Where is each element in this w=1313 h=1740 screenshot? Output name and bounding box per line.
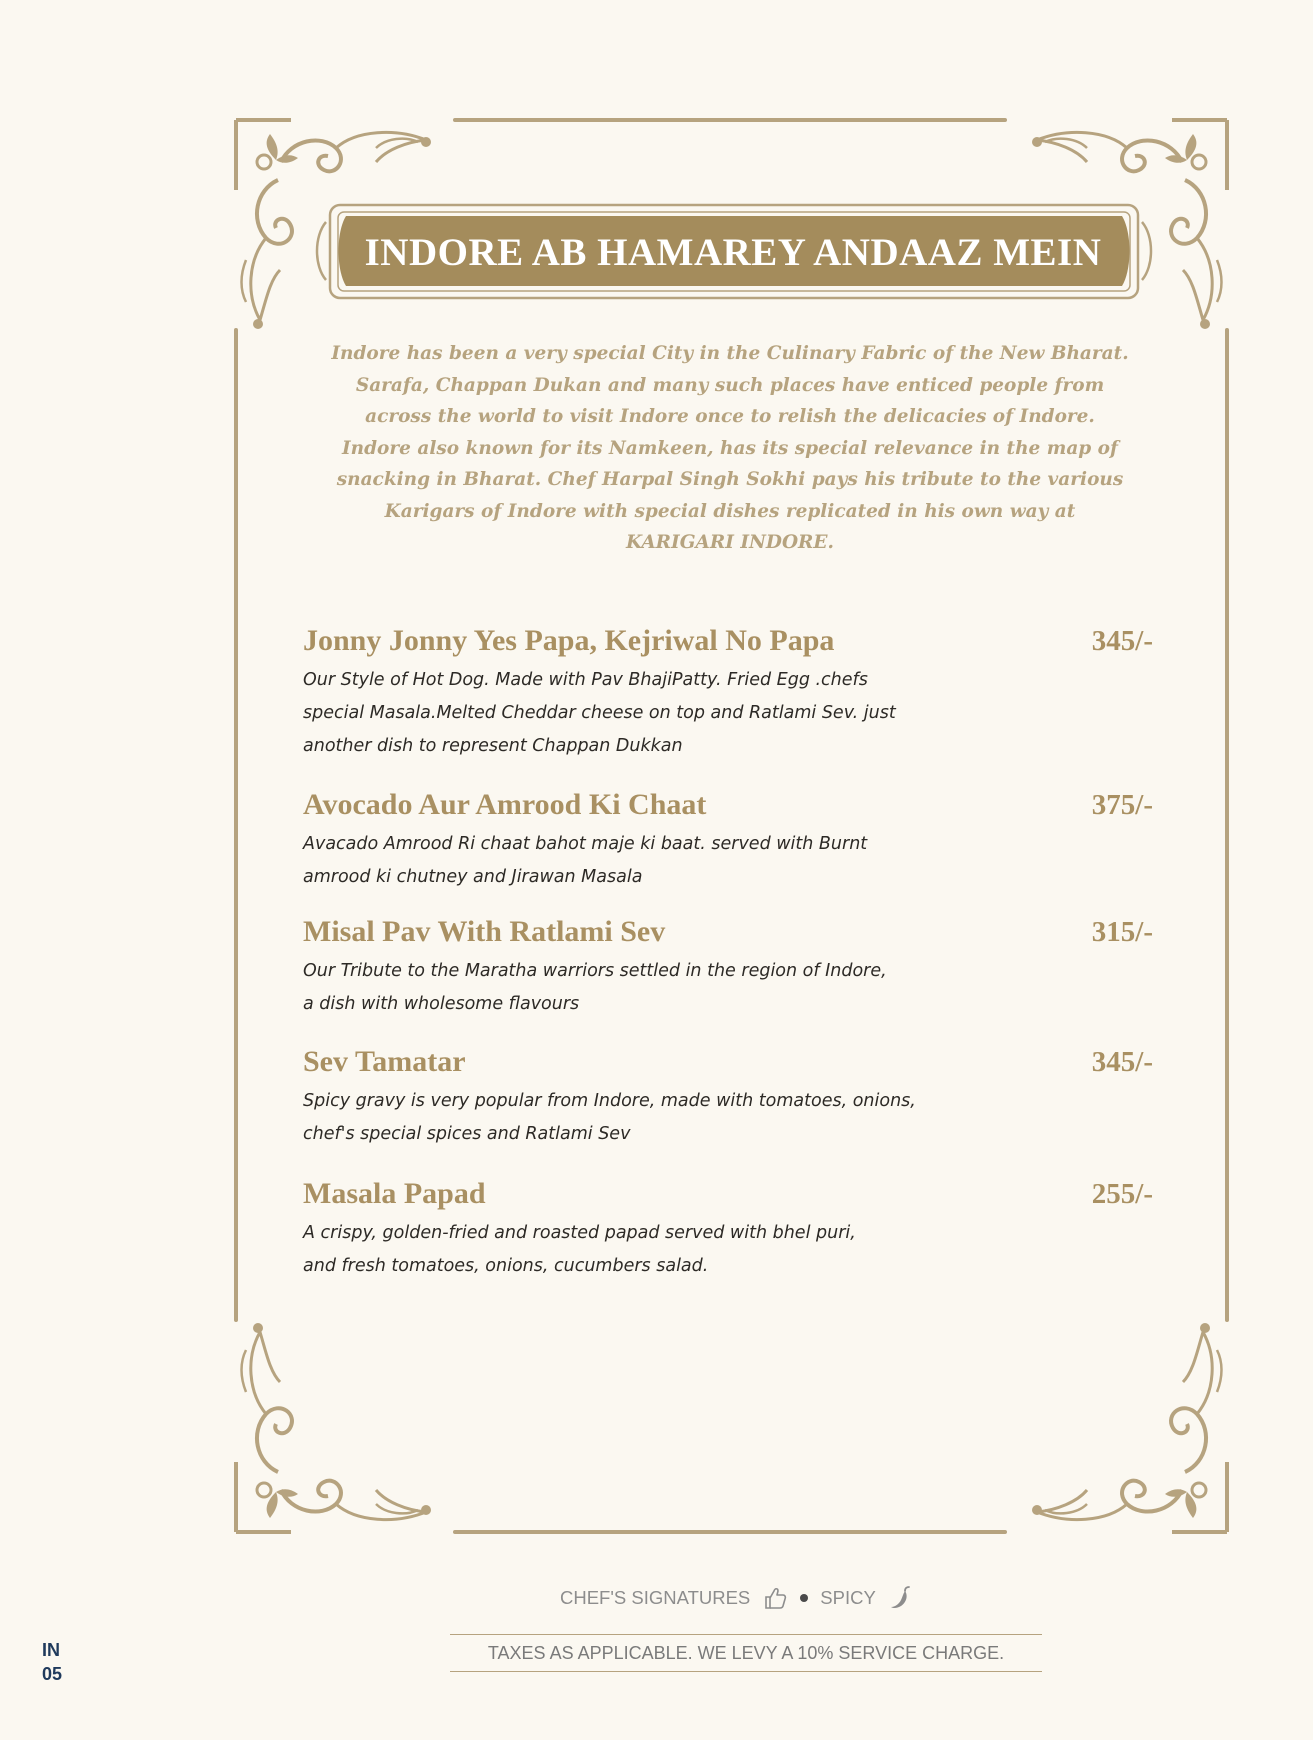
- ornament-bottom-left: [236, 1323, 431, 1532]
- item-name: Misal Pav With Ratlami Sev: [303, 915, 666, 948]
- page-number: 05: [42, 1664, 63, 1684]
- intro-paragraph: [330, 338, 1130, 559]
- item-name: Masala Papad: [303, 1177, 486, 1210]
- menu-title: INDORE AB HAMAREY ANDAAZ MEIN: [364, 230, 1102, 274]
- item-name: Avocado Aur Amrood Ki Chaat: [303, 788, 707, 821]
- item-description: [303, 828, 1003, 894]
- intro-line: Karigars of Indore with special dishes replicated in his own way at: [384, 500, 1076, 522]
- ornament-bottom-right: [1032, 1323, 1227, 1532]
- menu-item: [303, 913, 1163, 1021]
- tax-note: TAXES AS APPLICABLE. WE LEVY A 10% SERVICE CHARGE.: [450, 1634, 1042, 1672]
- item-description-line: a dish with wholesome flavours: [303, 994, 580, 1014]
- item-name: Jonny Jonny Yes Papa, Kejriwal No Papa: [303, 624, 835, 657]
- item-price: 345/-: [1091, 1046, 1153, 1078]
- intro-line: Indore also known for its Namkeen, has its special relevance in the map of: [342, 437, 1118, 459]
- item-description-line: chef's special spices and Ratlami Sev: [303, 1124, 631, 1144]
- item-description-line: amrood ki chutney and Jirawan Masala: [303, 867, 643, 887]
- item-description-line: Our Style of Hot Dog. Made with Pav BhajiPatty. Fried Egg .chefs: [303, 670, 868, 690]
- item-name: Sev Tamatar: [303, 1045, 466, 1078]
- section-code: IN: [42, 1640, 60, 1660]
- item-description: [303, 1085, 1003, 1151]
- legend-chef-signatures: CHEF'S SIGNATURES: [560, 1587, 751, 1608]
- item-description-line: A crispy, golden-fried and roasted papad served with bhel puri,: [303, 1223, 856, 1243]
- page-code: [42, 1638, 62, 1686]
- item-description-line: another dish to represent Chappan Dukkan: [303, 736, 683, 756]
- intro-line: Sarafa, Chappan Dukan and many such places have enticed people from: [355, 374, 1105, 396]
- menu-item: [303, 622, 1163, 763]
- item-description-line: special Masala.Melted Cheddar cheese on top and Ratlami Sev. just: [303, 703, 896, 723]
- legend-separator-dot: [800, 1594, 808, 1602]
- item-description-line: and fresh tomatoes, onions, cucumbers salad.: [303, 1256, 709, 1276]
- item-description: [303, 664, 1003, 763]
- intro-line: Indore has been a very special City in the Culinary Fabric of the New Bharat.: [331, 343, 1129, 364]
- item-price: 315/-: [1091, 916, 1153, 948]
- menu-item: [303, 1043, 1163, 1151]
- menu-item: [303, 1175, 1163, 1283]
- menu-item: [303, 786, 1163, 894]
- item-description: [303, 1217, 1003, 1283]
- item-description: [303, 955, 1003, 1021]
- item-description-line: Spicy gravy is very popular from Indore, made with tomatoes, onions,: [303, 1091, 916, 1111]
- thumbs-up-icon: [762, 1585, 788, 1611]
- chili-icon: [888, 1585, 914, 1611]
- intro-line: KARIGARI INDORE.: [626, 532, 834, 553]
- item-description-line: Our Tribute to the Maratha warriors settled in the region of Indore,: [303, 961, 887, 981]
- legend-spicy: SPICY: [820, 1587, 876, 1608]
- legend: [560, 1582, 960, 1614]
- intro-line: across the world to visit Indore once to relish the delicacies of Indore.: [365, 406, 1095, 427]
- item-price: 375/-: [1091, 789, 1153, 821]
- item-price: 345/-: [1091, 625, 1153, 657]
- item-description-line: Avacado Amrood Ri chaat bahot maje ki baat. served with Burnt: [303, 834, 868, 854]
- intro-line: snacking in Bharat. Chef Harpal Singh Sokhi pays his tribute to the various: [336, 469, 1124, 490]
- item-price: 255/-: [1091, 1178, 1153, 1210]
